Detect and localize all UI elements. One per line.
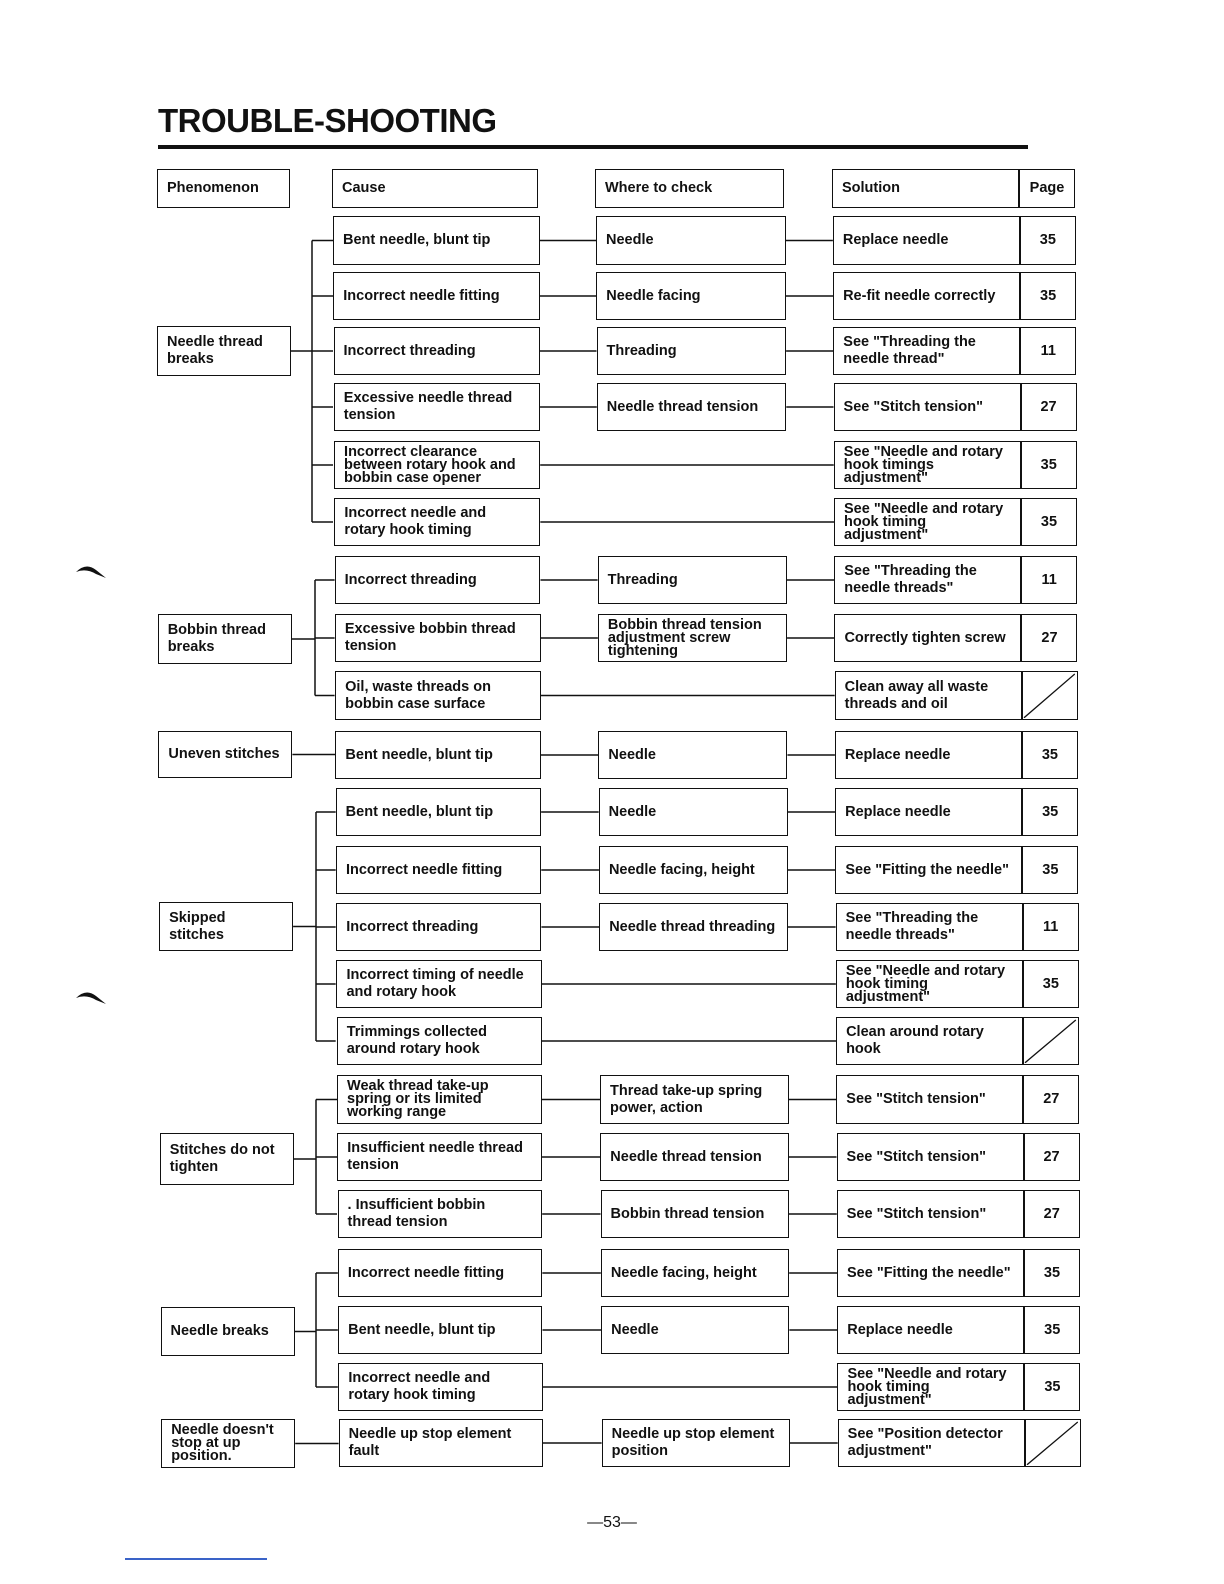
solution-cell-text: Replace needle bbox=[842, 232, 949, 248]
solution-cell bbox=[834, 383, 1021, 431]
cause-cell bbox=[335, 731, 541, 779]
diagonal-slash-icon bbox=[1024, 1019, 1077, 1064]
solution-cell bbox=[834, 498, 1021, 546]
cause-cell-text: Incorrect needle fitting bbox=[345, 861, 503, 878]
solution-cell-text: See "Stitch tension" bbox=[843, 398, 983, 415]
bird-mark-icon bbox=[74, 562, 108, 582]
page-cell bbox=[1023, 903, 1079, 951]
where-cell-text: Needle thread threading bbox=[609, 918, 776, 935]
cause-cell-text: Incorrect threading bbox=[344, 571, 477, 588]
where-cell bbox=[601, 1249, 789, 1297]
page-cell-text: 11 bbox=[1040, 342, 1056, 359]
solution-cell bbox=[835, 731, 1022, 779]
header-where-label: Where to check bbox=[605, 180, 713, 196]
solution-cell bbox=[836, 1017, 1023, 1065]
cause-cell-text: Bent needle, blunt tip bbox=[345, 746, 493, 763]
where-cell bbox=[602, 1419, 790, 1467]
page-cell bbox=[1021, 614, 1077, 662]
header-phenomenon-label: Phenomenon bbox=[167, 180, 259, 196]
cause-cell-text: Incorrect threading bbox=[343, 342, 476, 359]
page-cell bbox=[1020, 216, 1076, 265]
solution-cell-text: See "Threading the needle threads" bbox=[844, 563, 977, 596]
where-cell bbox=[599, 903, 788, 951]
cause-cell bbox=[334, 498, 540, 546]
page-cell-text: 27 bbox=[1043, 1205, 1060, 1222]
page-cell bbox=[1020, 327, 1076, 375]
phenomenon-cell-text: Needle breaks bbox=[170, 1323, 269, 1339]
page-cell-not-applicable bbox=[1022, 671, 1078, 720]
page-cell-text: 35 bbox=[1040, 456, 1057, 473]
phenomenon-cell-text: Bobbin thread breaks bbox=[167, 622, 266, 655]
cause-cell bbox=[334, 441, 540, 489]
page-cell bbox=[1024, 1133, 1080, 1181]
solution-cell-text: See "Needle and rotary hook timing adjustment" bbox=[847, 1365, 1007, 1408]
solution-cell-text: Clean away all waste threads and oil bbox=[844, 678, 989, 712]
page-number: —53— bbox=[587, 1514, 637, 1531]
page-cell-not-applicable bbox=[1025, 1419, 1081, 1467]
page-cell bbox=[1021, 441, 1077, 489]
where-cell-text: Bobbin thread tension adjustment screw tightening bbox=[607, 616, 762, 659]
where-cell bbox=[600, 1133, 788, 1181]
solution-cell-text: See "Position detector adjustment" bbox=[847, 1426, 1003, 1459]
where-cell bbox=[597, 327, 787, 375]
page-cell-text: 35 bbox=[1042, 975, 1059, 992]
phenomenon-cell bbox=[160, 1133, 294, 1185]
solution-cell bbox=[833, 216, 1020, 265]
page-cell-text: 27 bbox=[1040, 398, 1057, 415]
cause-cell-text: Incorrect needle fitting bbox=[343, 287, 500, 304]
page-title: TROUBLE-SHOOTING bbox=[158, 102, 497, 139]
solution-cell-text: See "Threading the needle threads" bbox=[845, 910, 979, 943]
page-cell-text: 27 bbox=[1041, 629, 1058, 646]
header-where-to-check bbox=[595, 169, 784, 208]
solution-cell bbox=[837, 1363, 1024, 1411]
cause-cell bbox=[338, 1249, 543, 1297]
cause-cell bbox=[335, 671, 541, 720]
page-cell-text: 27 bbox=[1043, 1148, 1060, 1165]
page-cell-text: 35 bbox=[1041, 746, 1058, 763]
cause-cell-text: Excessive bobbin thread tension bbox=[344, 621, 516, 654]
cause-cell-text: Incorrect needle fitting bbox=[347, 1264, 505, 1281]
page-cell bbox=[1021, 498, 1077, 546]
solution-cell bbox=[837, 1249, 1024, 1297]
page-cell bbox=[1024, 1306, 1080, 1354]
solution-cell bbox=[835, 671, 1022, 720]
where-cell bbox=[596, 216, 786, 265]
footer-underline bbox=[125, 1558, 267, 1560]
page-cell-text: 35 bbox=[1044, 1378, 1061, 1395]
where-cell-text: Thread take-up spring power, action bbox=[610, 1082, 763, 1116]
cause-cell bbox=[337, 1075, 542, 1124]
where-cell-text: Bobbin thread tension bbox=[610, 1205, 765, 1222]
phenomenon-cell-text: Needle thread breaks bbox=[167, 334, 263, 367]
header-phenomenon bbox=[157, 169, 290, 208]
solution-cell bbox=[836, 960, 1023, 1008]
solution-cell-text: Re-fit needle correctly bbox=[843, 287, 996, 304]
cause-cell bbox=[338, 1363, 542, 1411]
page-cell-text: 11 bbox=[1042, 918, 1059, 935]
solution-cell-text: See "Stitch tension" bbox=[846, 1205, 987, 1222]
solution-cell bbox=[836, 903, 1023, 951]
page-cell-text: 35 bbox=[1042, 861, 1059, 878]
page-cell-text: 35 bbox=[1040, 513, 1058, 530]
page-cell-text: 11 bbox=[1041, 571, 1057, 588]
where-cell-text: Needle facing bbox=[606, 287, 701, 304]
where-cell bbox=[598, 614, 787, 662]
header-page bbox=[1019, 169, 1075, 208]
where-cell-text: Needle up stop element position bbox=[611, 1426, 775, 1459]
solution-cell bbox=[835, 788, 1022, 836]
where-cell bbox=[596, 272, 786, 320]
page-cell bbox=[1024, 1249, 1080, 1297]
solution-cell-text: See "Stitch tension" bbox=[846, 1091, 986, 1107]
solution-cell-text: See "Needle and rotary hook timing adjustment" bbox=[845, 962, 1006, 1005]
where-cell bbox=[597, 383, 786, 431]
phenomenon-cell-text: Needle doesn't stop at up position. bbox=[171, 1422, 274, 1464]
cause-cell-text: Incorrect needle and rotary hook timing bbox=[348, 1370, 491, 1403]
cause-cell bbox=[338, 1190, 543, 1238]
cause-cell bbox=[334, 327, 540, 375]
where-cell-text: Needle facing, height bbox=[610, 1264, 757, 1281]
cause-cell bbox=[333, 272, 539, 320]
where-cell-text: Needle thread tension bbox=[610, 1148, 762, 1165]
cause-cell-text: Oil, waste threads on bobbin case surface bbox=[345, 678, 491, 712]
page-cell bbox=[1022, 731, 1078, 779]
cause-cell-text: Weak thread take-up spring or its limited working range bbox=[347, 1078, 489, 1120]
where-cell-text: Threading bbox=[607, 571, 678, 588]
where-cell bbox=[599, 846, 788, 894]
where-cell-text: Needle bbox=[606, 232, 654, 248]
cause-cell bbox=[335, 614, 541, 662]
where-cell-text: Needle thread tension bbox=[606, 398, 759, 415]
phenomenon-cell-text: Stitches do not tighten bbox=[169, 1142, 275, 1175]
solution-cell-text: See "Stitch tension" bbox=[846, 1148, 986, 1165]
page-cell-text: 35 bbox=[1044, 1321, 1061, 1338]
cause-cell bbox=[337, 1017, 542, 1065]
cause-cell-text: . Insufficient bobbin thread tension bbox=[347, 1197, 486, 1230]
solution-cell bbox=[834, 556, 1021, 604]
phenomenon-cell bbox=[159, 902, 293, 951]
where-cell-text: Needle bbox=[611, 1321, 659, 1338]
header-cause-label: Cause bbox=[342, 180, 386, 196]
phenomenon-cell bbox=[157, 326, 291, 376]
where-cell-text: Needle bbox=[608, 803, 657, 820]
cause-cell bbox=[336, 960, 541, 1008]
page-cell bbox=[1022, 846, 1078, 894]
page-cell bbox=[1021, 556, 1077, 604]
cause-cell-text: Excessive needle thread tension bbox=[343, 390, 513, 423]
solution-cell bbox=[837, 1190, 1024, 1238]
page-cell-not-applicable bbox=[1023, 1017, 1079, 1065]
page-cell bbox=[1023, 960, 1079, 1008]
where-cell-text: Needle bbox=[608, 746, 656, 763]
cause-cell bbox=[336, 846, 541, 894]
solution-cell bbox=[834, 441, 1021, 489]
page-cell bbox=[1020, 272, 1076, 320]
solution-cell bbox=[837, 1306, 1024, 1354]
cause-cell bbox=[336, 788, 541, 836]
bird-mark-icon bbox=[74, 988, 108, 1008]
solution-cell bbox=[833, 327, 1020, 375]
cause-cell-text: Trimmings collected around rotary hook bbox=[346, 1024, 487, 1057]
cause-cell-text: Incorrect needle and rotary hook timing bbox=[344, 505, 487, 538]
cause-cell-text: Incorrect timing of needle and rotary hook bbox=[346, 967, 524, 1000]
cause-cell-text: Insufficient needle thread tension bbox=[347, 1140, 523, 1173]
cause-cell bbox=[333, 216, 540, 265]
where-cell bbox=[601, 1190, 789, 1238]
solution-cell bbox=[834, 614, 1021, 662]
phenomenon-cell-text: Uneven stitches bbox=[168, 746, 280, 762]
cause-cell bbox=[339, 1419, 543, 1467]
solution-cell-text: Correctly tighten screw bbox=[844, 629, 1006, 646]
header-cause bbox=[332, 169, 538, 208]
page-cell-text: 35 bbox=[1042, 803, 1059, 820]
header-solution bbox=[832, 169, 1019, 208]
cause-cell bbox=[336, 903, 541, 951]
diagonal-slash-icon bbox=[1023, 673, 1076, 719]
cause-cell-text: Bent needle, blunt tip bbox=[343, 232, 491, 248]
page-cell bbox=[1021, 383, 1077, 431]
solution-cell-text: See "Needle and rotary hook timings adjustment" bbox=[843, 443, 1003, 486]
where-cell bbox=[601, 1306, 789, 1354]
cause-cell-text: Bent needle, blunt tip bbox=[345, 803, 494, 820]
solution-cell-text: See "Threading the needle thread" bbox=[843, 334, 976, 367]
page-cell bbox=[1023, 1075, 1079, 1124]
page-cell bbox=[1024, 1363, 1080, 1411]
solution-cell-text: See "Fitting the needle" bbox=[846, 1264, 1011, 1281]
header-page-label: Page bbox=[1029, 180, 1065, 196]
page-cell-text: 35 bbox=[1040, 287, 1057, 304]
solution-cell bbox=[838, 1419, 1025, 1467]
where-cell bbox=[598, 556, 787, 604]
cause-cell bbox=[335, 556, 541, 604]
phenomenon-cell bbox=[161, 1307, 295, 1356]
solution-cell-text: Replace needle bbox=[845, 803, 951, 820]
solution-cell-text: Replace needle bbox=[844, 746, 951, 763]
phenomenon-cell bbox=[158, 614, 292, 664]
solution-cell-text: Clean around rotary hook bbox=[846, 1024, 984, 1057]
header-solution-label: Solution bbox=[842, 180, 900, 196]
phenomenon-cell bbox=[161, 1419, 295, 1468]
cause-cell bbox=[337, 1133, 542, 1181]
where-cell bbox=[599, 788, 788, 836]
page-cell bbox=[1024, 1190, 1080, 1238]
phenomenon-cell bbox=[158, 731, 292, 778]
solution-cell bbox=[835, 846, 1022, 894]
cause-cell-text: Incorrect threading bbox=[346, 918, 479, 935]
solution-cell-text: Replace needle bbox=[847, 1321, 953, 1338]
page-cell-text: 27 bbox=[1043, 1091, 1060, 1107]
where-cell bbox=[600, 1075, 789, 1124]
diagonal-slash-icon bbox=[1026, 1421, 1079, 1466]
solution-cell bbox=[837, 1133, 1024, 1181]
cause-cell-text: Needle up stop element fault bbox=[348, 1426, 512, 1459]
cause-cell bbox=[334, 383, 540, 431]
page-cell bbox=[1022, 788, 1078, 836]
cause-cell-text: Incorrect clearance between rotary hook and bobbin case opener bbox=[344, 443, 516, 486]
where-cell-text: Needle facing, height bbox=[608, 861, 755, 878]
solution-cell-text: See "Needle and rotary hook timing adjustment" bbox=[843, 500, 1004, 543]
page-cell-text: 35 bbox=[1039, 232, 1056, 248]
where-cell bbox=[598, 731, 787, 779]
cause-cell bbox=[338, 1306, 542, 1354]
solution-cell-text: See "Fitting the needle" bbox=[845, 861, 1009, 878]
solution-cell bbox=[836, 1075, 1023, 1124]
page-cell-text: 35 bbox=[1043, 1264, 1061, 1281]
where-cell-text: Threading bbox=[606, 342, 677, 359]
phenomenon-cell-text: Skipped stitches bbox=[169, 909, 226, 943]
solution-cell bbox=[833, 272, 1020, 320]
cause-cell-text: Bent needle, blunt tip bbox=[348, 1321, 496, 1338]
